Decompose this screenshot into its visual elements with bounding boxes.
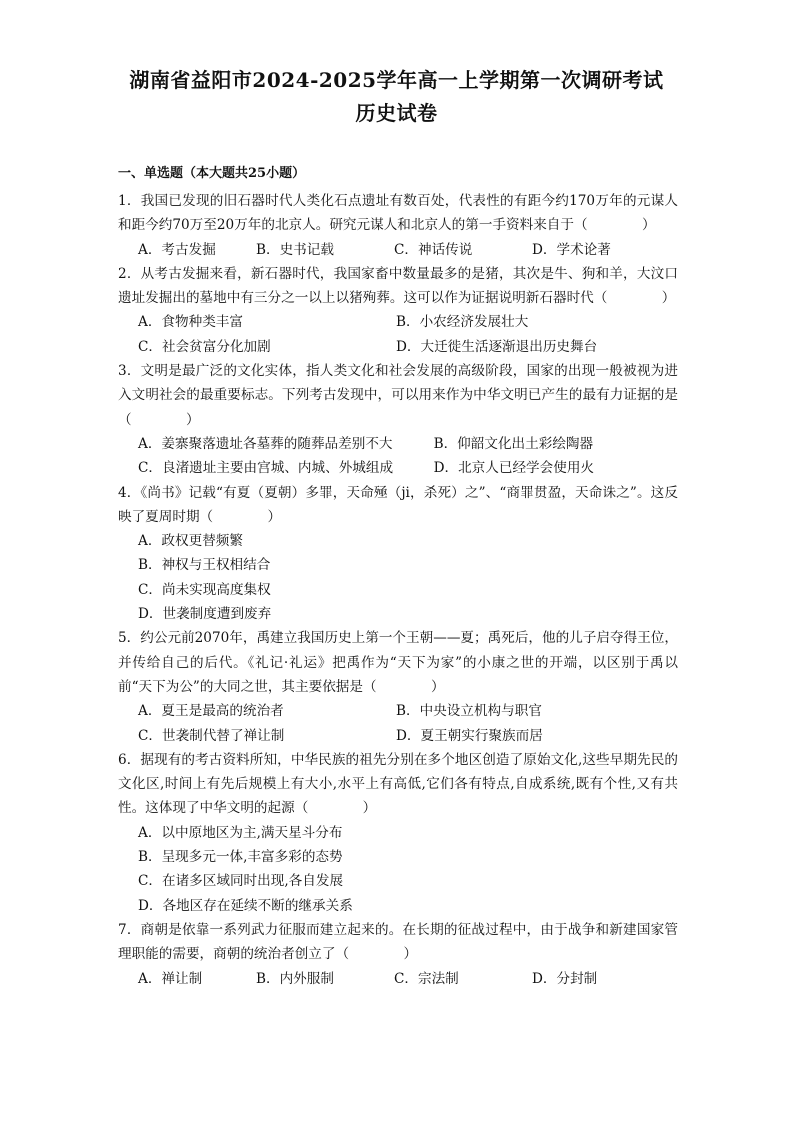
- option-a: A．姜寨聚落遗址各墓葬的随葬品差别不大: [138, 435, 393, 452]
- option-b: B．内外服制: [256, 970, 334, 987]
- option-d: D．世袭制度遭到废弃: [138, 606, 272, 623]
- question-6-stem: 6．据现有的考古资料所知，中华民族的祖先分别在多个地区创造了原始文化,这些早期先民的文化区,时间上有先后规模上有大小,水平上有高低,它们各有特点,自成系统,既有个性,又有共性。这体现了中华文明的起源（ ）: [118, 751, 678, 817]
- option-c: C．世袭制代替了禅让制: [138, 727, 285, 744]
- question-3-options: [118, 432, 678, 481]
- option-c: C．在诸多区域同时出现,各自发展: [138, 873, 344, 890]
- option-b: B．神权与王权相结合: [138, 557, 271, 574]
- question-1-options: [118, 238, 678, 262]
- question-6-options: [118, 821, 678, 918]
- question-7-stem: 7．商朝是依靠一系列武力征服而建立起来的。在长期的征战过程中，由于战争和新建国家管理职能的需要，商朝的统治者创立了（ ）: [118, 921, 678, 963]
- option-b: B．小农经济发展壮大: [396, 314, 529, 331]
- option-c: C．宗法制: [394, 970, 459, 987]
- question-4-options: [118, 529, 678, 626]
- option-c: C．尚未实现高度集权: [138, 581, 271, 598]
- section-heading: 一、单选题（本大题共25小题）: [118, 166, 306, 181]
- exam-title-line1: 湖南省益阳市2024-2025学年高一上学期第一次调研考试: [129, 68, 664, 92]
- option-d: D．大迁徙生活逐渐退出历史舞台: [396, 338, 598, 355]
- option-d: D．北京人已经学会使用火: [433, 460, 595, 477]
- question-4-stem: 4．《尚书》记载“有夏（夏朝）多罪，天命殛（ji，杀死）之”、“商罪贯盈，天命诛之”。这反映了夏周时期（ ）: [118, 484, 678, 525]
- option-b: B．史书记载: [256, 241, 334, 258]
- question-1-stem: 1．我国已发现的旧石器时代人类化石点遗址有数百处，代表性的有距今约170万年的元谋人和距今约70万至20万年的北京人。研究元谋人和北京人的第一手资料来自于（ ）: [118, 193, 678, 234]
- option-a: A．夏王是最高的统治者: [138, 703, 284, 720]
- option-a: A．禅让制: [138, 970, 203, 987]
- option-a: A．考古发掘: [138, 241, 216, 258]
- option-a: A．政权更替频繁: [138, 533, 243, 550]
- option-a: A．以中原地区为主,满天星斗分布: [138, 824, 343, 841]
- option-b: B．呈现多元一体,丰富多彩的态势: [138, 849, 343, 866]
- option-b: B．仰韶文化出土彩绘陶器: [433, 435, 594, 452]
- option-c: C．良渚遗址主要由宫城、内城、外城组成: [138, 460, 394, 477]
- question-5-stem: 5．约公元前2070年，禹建立我国历史上第一个王朝——夏；禹死后，他的儿子启夺得王位，并传给自己的后代。《礼记·礼运》把禹作为“天下为家”的小康之世的开端，以区别于禹以前“天下为公”的大同之世，其主要依据是（ ）: [118, 630, 678, 695]
- exam-title-line2: 历史试卷: [355, 101, 438, 125]
- question-7-options: [118, 967, 678, 991]
- question-2-stem: 2．从考古发掘来看，新石器时代，我国家畜中数量最多的是猪，其次是牛、狗和羊，大汶口遗址发掘出的墓地中有三分之一以上以猪殉葬。这可以作为证据说明新石器时代（ ）: [118, 265, 678, 307]
- option-b: B．中央设立机构与职官: [396, 703, 542, 720]
- option-c: C．神话传说: [394, 241, 473, 258]
- option-d: D．分封制: [532, 970, 598, 987]
- option-d: D．学术论著: [532, 241, 611, 258]
- option-a: A．食物种类丰富: [138, 314, 243, 331]
- question-3-stem: 3．文明是最广泛的文化实体，指人类文化和社会发展的高级阶段，国家的出现一般被视为进入文明社会的最重要标志。下列考古发现中，可以用来作为中华文明已产生的最有力证据的是（ ）: [118, 363, 678, 428]
- option-d: D．各地区存在延续不断的继承关系: [138, 897, 353, 914]
- question-list: [118, 189, 678, 991]
- option-d: D．夏王朝实行聚族而居: [396, 727, 543, 744]
- option-c: C．社会贫富分化加剧: [138, 338, 271, 355]
- question-2-options: [118, 310, 678, 359]
- question-5-options: [118, 699, 678, 748]
